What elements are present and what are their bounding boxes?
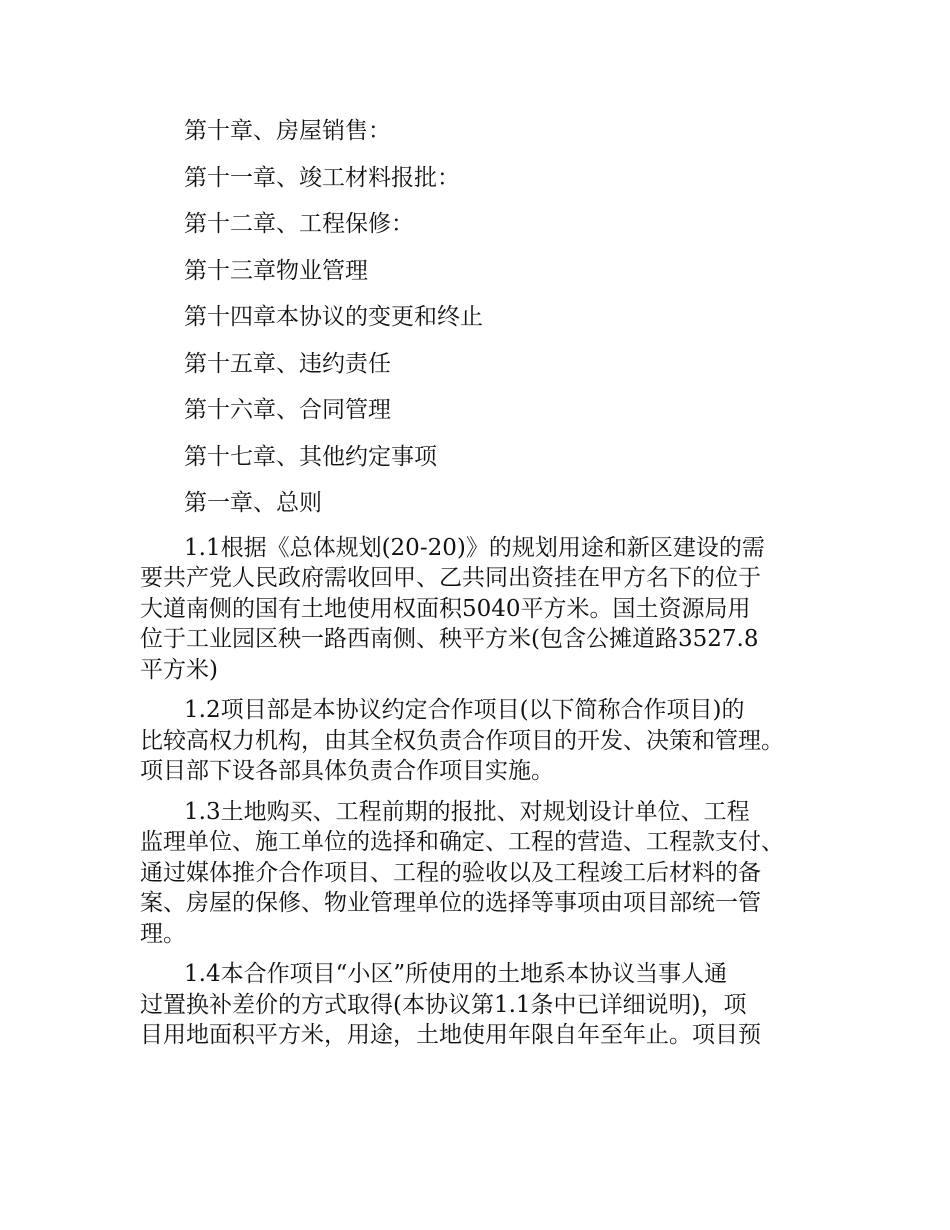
- clause-line: 平方米): [140, 656, 218, 683]
- clause-line: 监理单位、施工单位的选择和确定、工程的营造、工程款支付、: [140, 829, 784, 855]
- clause-line: 要共产党人民政府需收回甲、乙共同出资挂在甲方名下的位于: [140, 565, 761, 591]
- clause-line: 目用地面积平方米，用途，土地使用年限自年至年止。项目预: [140, 1022, 761, 1048]
- clause-line: 案、房屋的保修、物业管理单位的选择等事项由项目部统一管: [140, 890, 761, 916]
- clause-line: 过置换补差价的方式取得(本协议第1.1条中已详细说明)，项: [140, 991, 747, 1018]
- clause-line: 比较高权力机构，由其全权负责合作项目的开发、决策和管理。: [140, 727, 784, 754]
- clause-line: 位于工业园区秧一路西南侧、秧平方米(包含公摊道路3527.8: [140, 626, 759, 652]
- clause-line: 1.2项目部是本协议约定合作项目(以下简称合作项目)的: [184, 697, 745, 723]
- clause-line: 1.3土地购买、工程前期的报批、对规划设计单位、工程: [184, 798, 750, 825]
- chapter-heading: 第十六章、合同管理: [184, 397, 391, 423]
- clause-line: 理。: [140, 920, 186, 947]
- clause-1-3: [140, 797, 812, 950]
- chapter-heading: 第十二章、工程保修：: [184, 211, 414, 237]
- chapter-heading: 第十四章本协议的变更和终止: [184, 304, 483, 330]
- clause-line: 1.1根据《总体规划(20-20)》的规划用途和新区建设的需: [184, 534, 765, 561]
- chapter-heading: 第十章、房屋销售：: [184, 118, 391, 144]
- clause-line: 通过媒体推介合作项目、工程的验收以及工程竣工后材料的备: [140, 859, 761, 886]
- clause-line: 大道南侧的国有土地使用权面积5040平方米。国土资源局用: [140, 595, 751, 622]
- chapter-heading: 第十三章物业管理: [184, 257, 368, 284]
- chapter-heading: 第十五章、违约责任: [184, 350, 391, 377]
- clause-1-1: [140, 533, 812, 686]
- chapter-heading-general: 第一章、总则: [184, 490, 322, 516]
- clause-1-2: [140, 695, 812, 787]
- chapter-list: [140, 108, 812, 527]
- chapter-heading: 第十一章、竣工材料报批：: [184, 164, 460, 191]
- clause-line: 1.4本合作项目“小区”所使用的土地系本协议当事人通: [184, 961, 728, 987]
- document-body: [140, 108, 812, 1061]
- clause-line: 项目部下设各部具体负责合作项目实施。: [140, 758, 554, 784]
- chapter-heading: 第十七章、其他约定事项: [184, 443, 437, 470]
- clause-1-4: [140, 959, 812, 1051]
